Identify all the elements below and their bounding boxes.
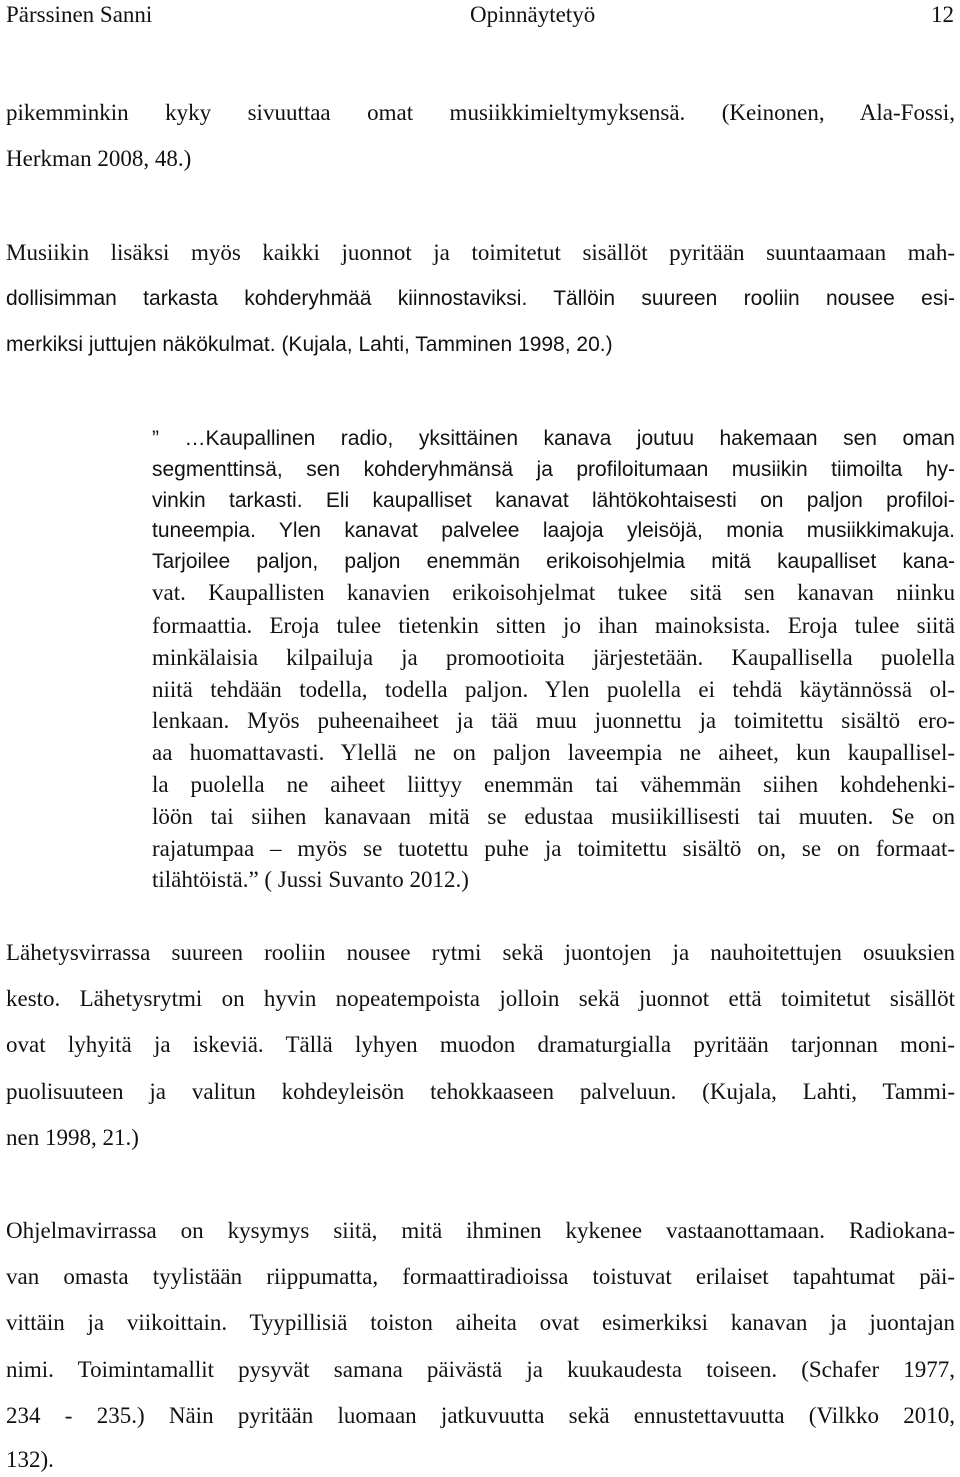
text-line: kesto. Lähetysrytmi on hyvin nopeatempoista jolloin sekä juonnot että toimitetut sisällöt [6,986,955,1011]
text-line: pikemminkin kyky sivuuttaa omat musiikkimieltymyksensä. (Keinonen, Ala-Fossi, [6,100,955,125]
text-line: ovat lyhyitä ja iskeviä. Tällä lyhyen muodon dramaturgialla pyritään tarjonnan moni- [6,1032,955,1057]
quote-line: ” …Kaupallinen radio, yksittäinen kanava joutuu hakemaan sen oman [152,427,955,450]
text-line: 132). [6,1447,54,1472]
text-line: Musiikin lisäksi myös kaikki juonnot ja toimitetut sisällöt pyritään suuntaamaan mah- [6,240,955,265]
quote-line: vat. Kaupallisten kanavien erikoisohjelmat tukee sitä sen kanavan niinku [152,580,955,605]
quote-line: formaattia. Eroja tulee tietenkin sitten jo ihan mainoksista. Eroja tulee siitä [152,613,955,638]
quote-line: minkälaisia kilpailuja ja promootioita järjestetään. Kaupallisella puolella [152,645,955,670]
text-line: van omasta tyylistään riippumatta, formaattiradioissa toistuvat erilaiset tapahtumat päi- [6,1264,955,1289]
header-title: Opinnäytetyö [470,2,596,27]
text-line: 234 - 235.) Näin pyritään luomaan jatkuvuutta sekä ennustettavuutta (Vilkko 2010, [6,1403,955,1428]
text-line: Ohjelmavirrassa on kysymys siitä, mitä ihminen kykenee vastaanottamaan. Radiokana- [6,1218,955,1243]
header-page-number: 12 [931,2,954,27]
text-line: nen 1998, 21.) [6,1125,139,1150]
quote-line: tuneempia. Ylen kanavat palvelee laajoja yleisöjä, monia musiikkimakuja. [152,519,955,542]
quote-line: vinkin tarkasti. Eli kaupalliset kanavat lähtökohtaisesti on paljon profiloi- [152,489,955,512]
quote-line: tilähtöistä.” ( Jussi Suvanto 2012.) [152,867,469,892]
quote-line: rajatumpaa – myös se tuotettu puhe ja toimitettu sisältö on, se on formaat- [152,836,955,861]
quote-line: löön tai siihen kanavaan mitä se edustaa musiikillisesti tai muuten. Se on [152,804,955,829]
text-line: Herkman 2008, 48.) [6,146,192,171]
header-author: Pärssinen Sanni [6,2,153,27]
quote-line: la puolella ne aiheet liittyy enemmän tai vähemmän siihen kohdehenki- [152,772,955,797]
text-line: Lähetysvirrassa suureen rooliin nousee rytmi sekä juontojen ja nauhoitettujen osuuksien [6,940,955,965]
quote-line: lenkaan. Myös puheenaiheet ja tää muu juonnettu ja toimitettu sisältö ero- [152,708,955,733]
quote-line: segmenttinsä, sen kohderyhmänsä ja profiloitumaan musiikin tiimoilta hy- [152,458,955,481]
text-line: vittäin ja viikoittain. Tyypillisiä toiston aiheita ovat esimerkiksi kanavan ja juontajan [6,1310,955,1335]
text-line: merkiksi juttujen näkökulmat. (Kujala, Lahti, Tamminen 1998, 20.) [6,333,613,356]
text-line: dollisimman tarkasta kohderyhmää kiinnostaviksi. Tällöin suureen rooliin nousee esi- [6,287,955,310]
quote-line: aa huomattavasti. Ylellä ne on paljon laveempia ne aiheet, kun kaupallisel- [152,740,955,765]
text-line: puolisuuteen ja valitun kohdeyleisön tehokkaaseen palveluun. (Kujala, Lahti, Tammi- [6,1079,955,1104]
text-line: nimi. Toimintamallit pysyvät samana päivästä ja kuukaudesta toiseen. (Schafer 1977, [6,1357,955,1382]
quote-line: Tarjoilee paljon, paljon enemmän erikoisohjelmia mitä kaupalliset kana- [152,550,955,573]
quote-line: niitä tehdään todella, todella paljon. Ylen puolella ei tehdä käytännössä ol- [152,677,955,702]
